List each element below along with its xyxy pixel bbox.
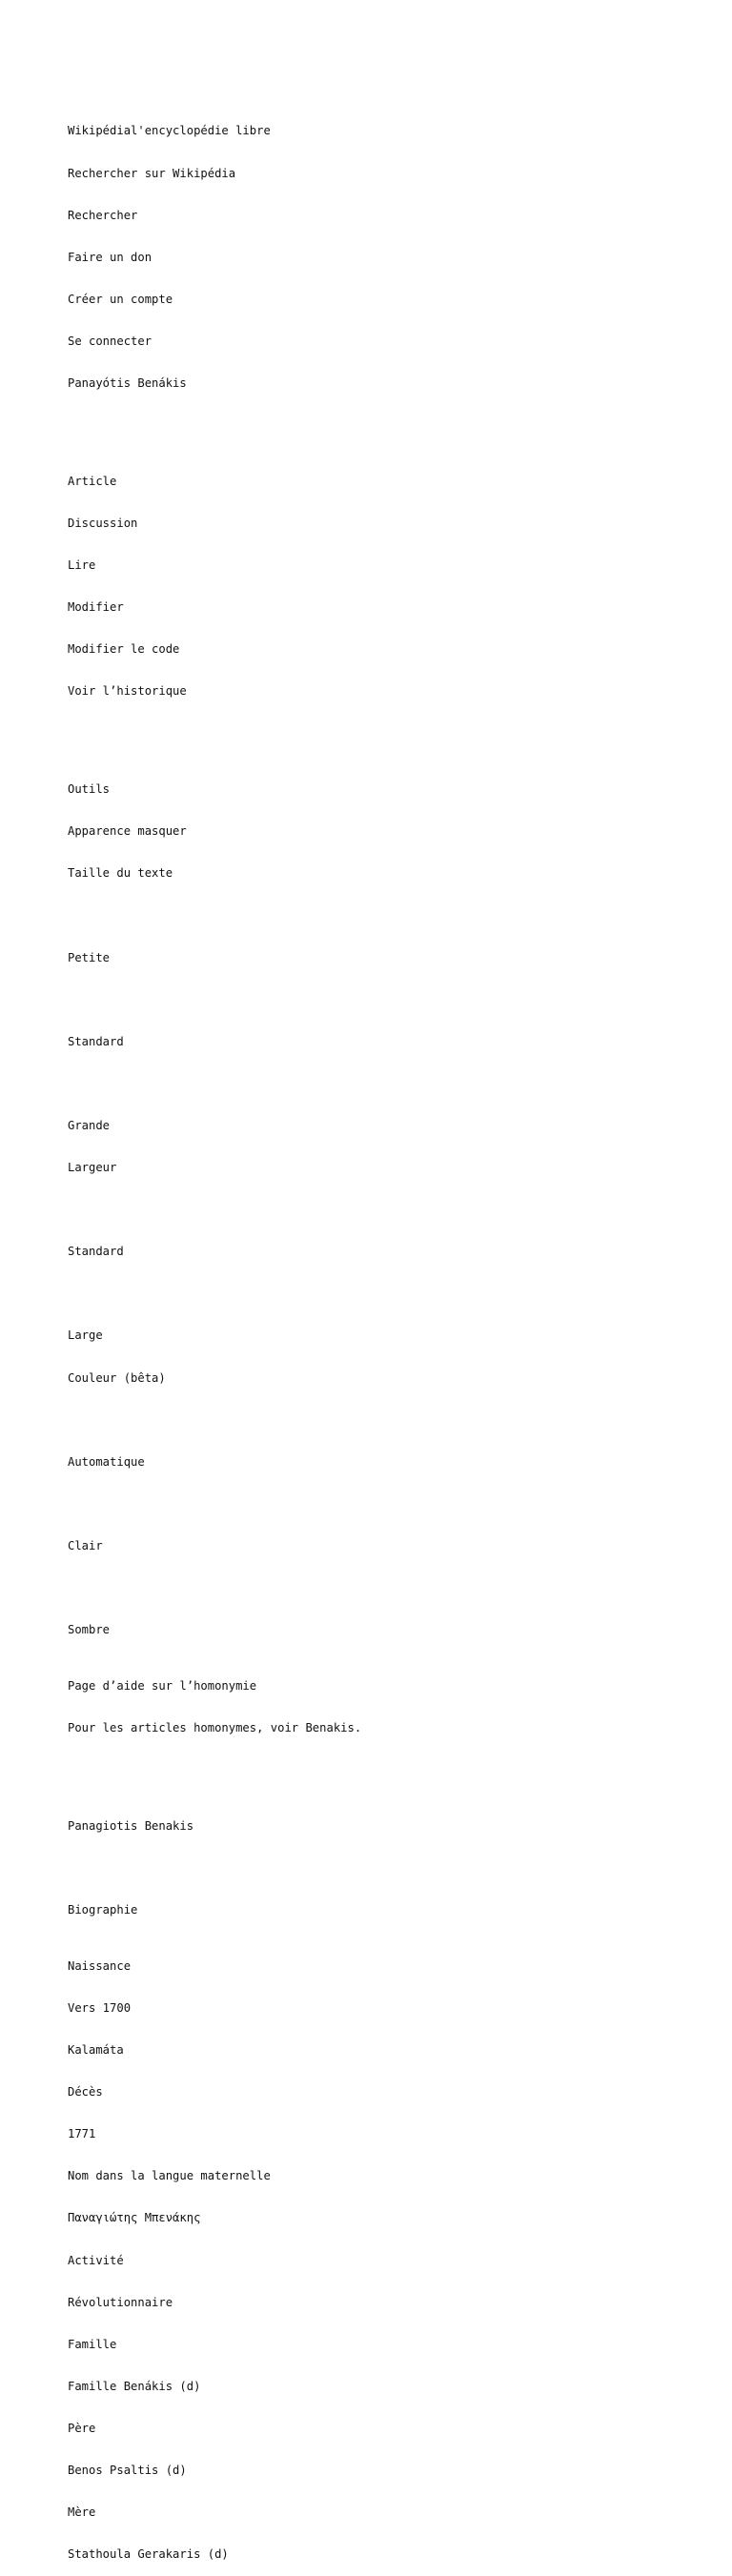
text-size-option-small[interactable]: Petite — [68, 950, 111, 964]
spacer — [68, 1861, 716, 1876]
tab-article[interactable]: Article — [68, 474, 117, 488]
infobox-label-family: Famille — [68, 2337, 117, 2351]
spacer — [68, 1581, 716, 1595]
spacer — [68, 909, 716, 923]
infobox-value-death-date: 1771 — [68, 2127, 96, 2141]
spacer — [68, 1763, 716, 1777]
page-title: Panayótis Benákis — [68, 375, 187, 390]
infobox-value-birth-date: Vers 1700 — [68, 2000, 132, 2015]
tab-history[interactable]: Voir l’historique — [68, 684, 187, 699]
color-option-light[interactable]: Clair — [68, 1538, 103, 1552]
infobox-value-mother[interactable]: Stathoula Gerakaris (d) — [68, 2547, 229, 2562]
infobox-label-father: Père — [68, 2421, 96, 2435]
tab-discussion[interactable]: Discussion — [68, 516, 138, 530]
login-link[interactable]: Se connecter — [68, 334, 152, 348]
width-option-large[interactable]: Large — [68, 1329, 103, 1343]
infobox-title: Panagiotis Benakis — [68, 1818, 194, 1833]
infobox-value-native-name: Παναγιώτης Μπενάκης — [68, 2211, 201, 2225]
spacer — [68, 1497, 716, 1511]
tab-read[interactable]: Lire — [68, 558, 96, 573]
search-input[interactable]: Rechercher sur Wikipédia — [68, 166, 236, 180]
donate-link[interactable]: Faire un don — [68, 250, 152, 264]
tab-edit-source[interactable]: Modifier le code — [68, 642, 180, 657]
infobox-section-heading: Biographie — [68, 1903, 138, 1917]
text-size-label: Taille du texte — [68, 866, 173, 881]
width-label: Largeur — [68, 1161, 117, 1175]
text-size-option-large[interactable]: Grande — [68, 1118, 111, 1132]
width-option-standard[interactable]: Standard — [68, 1245, 124, 1259]
search-button[interactable]: Rechercher — [68, 208, 138, 222]
infobox-label-activity: Activité — [68, 2253, 124, 2267]
infobox-label-native-name: Nom dans la langue maternelle — [68, 2169, 271, 2183]
color-option-automatic[interactable]: Automatique — [68, 1454, 145, 1469]
infobox-label-mother: Mère — [68, 2505, 96, 2520]
infobox-label-birth: Naissance — [68, 1958, 132, 1973]
hatnote: Pour les articles homonymes, voir Benakis. — [68, 1720, 362, 1734]
page-content — [68, 96, 716, 2576]
wikipedia-logo-link[interactable]: Wikipédial'encyclopédie libre — [68, 124, 271, 138]
color-option-dark[interactable]: Sombre — [68, 1623, 111, 1637]
infobox-label-death: Décès — [68, 2085, 103, 2099]
appearance-toggle[interactable]: Apparence masquer — [68, 824, 187, 839]
color-label: Couleur (bêta) — [68, 1370, 166, 1385]
infobox-value-birth-place[interactable]: Kalamáta — [68, 2043, 124, 2058]
spacer — [68, 1077, 716, 1091]
text-size-option-standard[interactable]: Standard — [68, 1034, 124, 1048]
disambiguation-icon: Page d’aide sur l’homonymie — [68, 1678, 257, 1693]
spacer — [68, 418, 716, 433]
spacer — [68, 1413, 716, 1428]
tools-menu-button[interactable]: Outils — [68, 782, 111, 797]
infobox-value-activity[interactable]: Révolutionnaire — [68, 2295, 173, 2309]
spacer — [68, 1203, 716, 1217]
spacer — [68, 726, 716, 740]
infobox-value-father[interactable]: Benos Psaltis (d) — [68, 2463, 187, 2477]
spacer — [68, 1287, 716, 1301]
spacer — [68, 993, 716, 1007]
tab-edit[interactable]: Modifier — [68, 600, 124, 615]
infobox-value-family[interactable]: Famille Benákis (d) — [68, 2379, 201, 2393]
create-account-link[interactable]: Créer un compte — [68, 292, 173, 306]
